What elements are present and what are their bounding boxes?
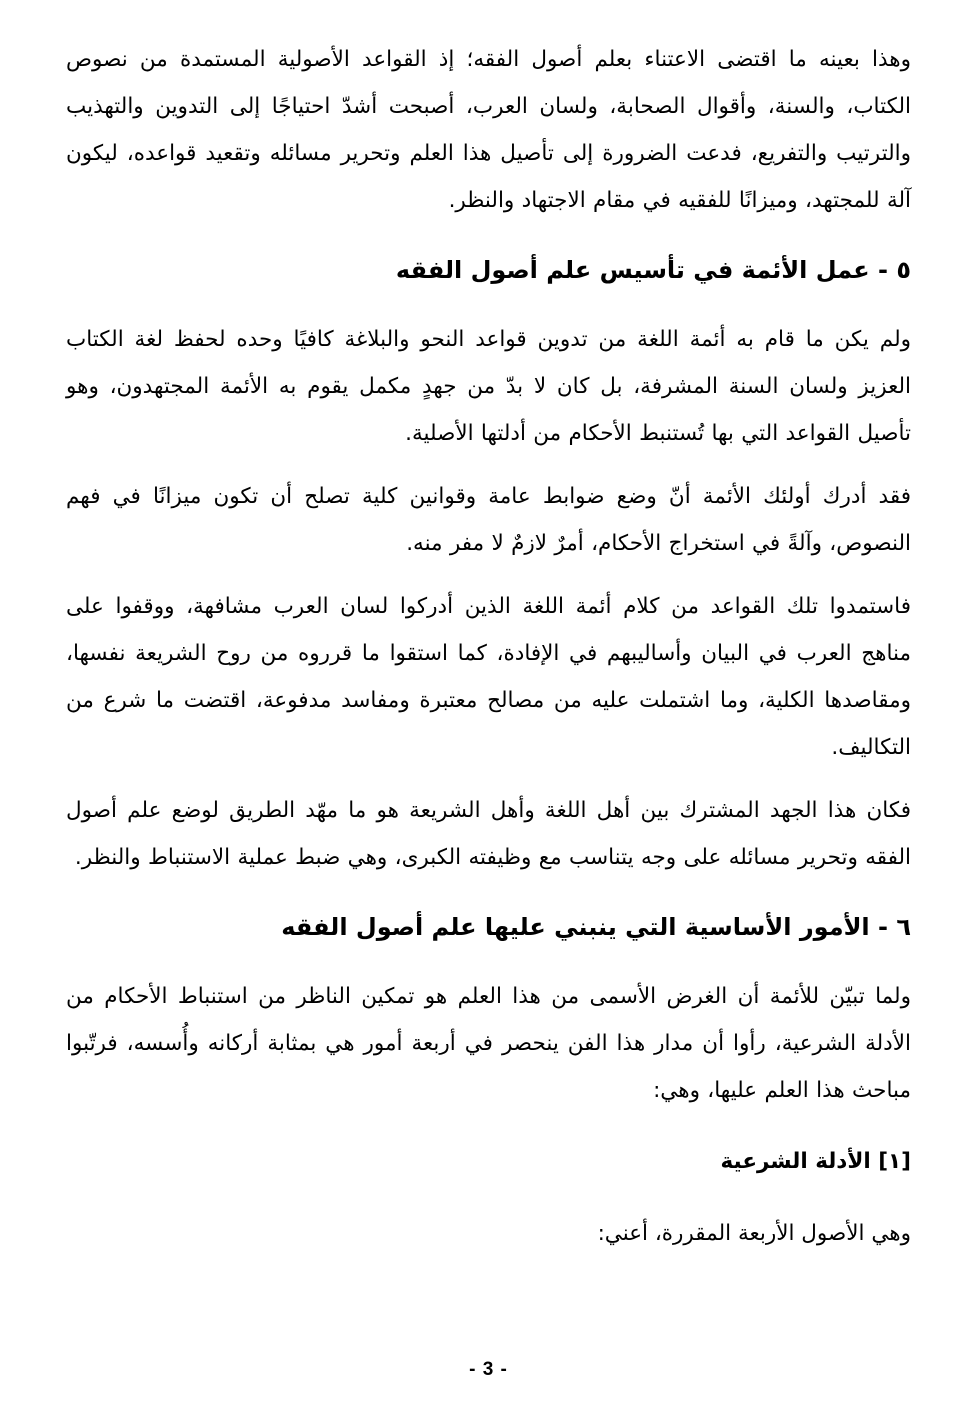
subheading-legal-evidences: [١] الأدلة الشرعية xyxy=(720,1149,911,1174)
page-content xyxy=(66,36,911,1256)
paragraph-intro: وهذا بعينه ما اقتضى الاعتناء بعلم أصول الفقه؛ إذ القواعد الأصولية المستمدة من نصوص الكتاب، والسنة، وأقوال الصحابة، ولسان العرب، أصبحت أشدّ احتياجًا إلى التدوين والتهذيب والترتيب والتفريع، فدعت الضرورة إلى تأصيل هذا العلم وتحرير مسائله وتقعيد قواعده، ليكون آلة للمجتهد، وميزانًا للفقيه في مقام الاجتهاد والنظر. xyxy=(66,47,911,213)
paragraph-four-foundations: ولما تبيّن للأئمة أن الغرض الأسمى من هذا العلم هو تمكين الناظر من استنباط الأحكام من الأدلة الشرعية، رأوا أن مدار هذا الفن ينحصر في أربعة أمور هي بمثابة أركانه وأُسسه، فرتّبوا مباحث هذا العلم عليها، وهي: xyxy=(66,984,911,1103)
paragraph-four-usul: وهي الأصول الأربعة المقررة، أعني: xyxy=(597,1221,911,1246)
page-number: - 3 - xyxy=(469,1359,508,1380)
section-heading-5: ٥ - عمل الأئمة في تأسيس علم أصول الفقه xyxy=(395,256,911,284)
paragraph-language-scholars: ولم يكن ما قام به أئمة اللغة من تدوين قواعد النحو والبلاغة كافيًا وحده لحفظ لغة الكتاب العزيز ولسان السنة المشرفة، بل كان لا بدّ من جهدٍ مكمل يقوم به الأئمة المجتهدون، وهو تأصيل القواعد التي بها تُستنبط الأحكام من أدلتها الأصلية. xyxy=(66,327,911,446)
paragraph-joint-effort: فكان هذا الجهد المشترك بين أهل اللغة وأهل الشريعة هو ما مهّد الطريق لوضع علم أصول الفقه وتحرير مسائله على وجه يتناسب مع وظيفته الكبرى، وهي ضبط عملية الاستنباط والنظر. xyxy=(66,798,911,870)
section-heading-6: ٦ - الأمور الأساسية التي ينبني عليها علم أصول الفقه xyxy=(281,913,911,941)
paragraph-imams-realization: فقد أدرك أولئك الأئمة أنّ وضع ضوابط عامة وقوانين كلية تصلح أن تكون ميزانًا في فهم النصوص، وآلةً في استخراج الأحكام، أمرٌ لازمٌ لا مفر منه. xyxy=(66,484,911,556)
paragraph-derivation-of-rules: فاستمدوا تلك القواعد من كلام أئمة اللغة الذين أدركوا لسان العرب مشافهة، ووقفوا على مناهج العرب في البيان وأساليبهم في الإفادة، كما استقوا ما قرروه من روح الشريعة نفسها، ومقاصدها الكلية، وما اشتملت عليه من مصالح معتبرة ومفاسد مدفوعة، اقتضت ما شرع من التكاليف. xyxy=(66,594,911,760)
